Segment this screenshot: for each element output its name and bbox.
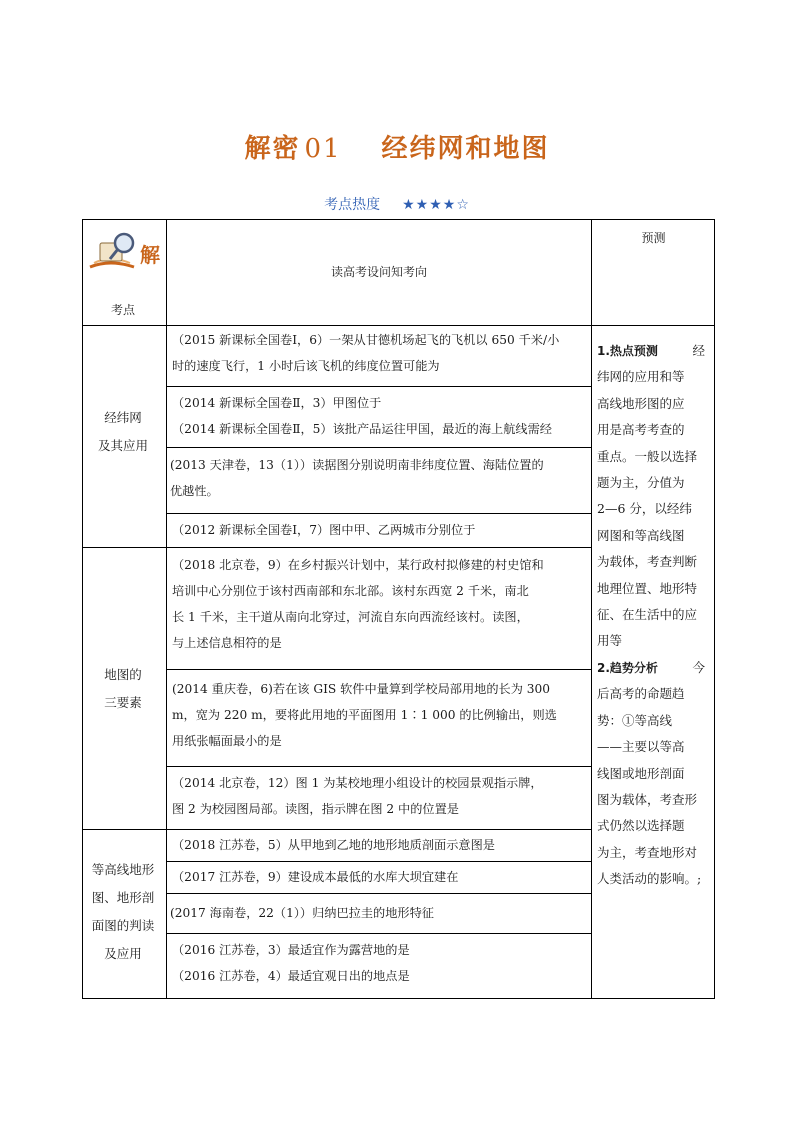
question-line: 用纸张幅面最小的是 — [172, 734, 282, 748]
question-line: （2017 江苏卷，9）建设成本最低的水库大坝宜建在 — [172, 870, 459, 884]
question-line: 时的速度飞行，1 小时后该飞机的纬度位置可能为 — [172, 359, 440, 373]
topic-line: 三要素 — [104, 695, 142, 710]
question-item — [172, 937, 410, 989]
prediction-line: 用是高考考查的 — [597, 422, 685, 438]
row-divider — [166, 513, 592, 514]
prediction-line: 线图或地形剖面 — [597, 765, 685, 781]
topic-line: 及应用 — [104, 946, 142, 961]
row-divider — [166, 447, 592, 448]
section-divider-2 — [82, 829, 592, 830]
page-title — [0, 128, 794, 165]
topic-ditu-sanyaosu — [68, 661, 178, 717]
prediction-line: 用等 — [597, 633, 623, 649]
prediction-text — [597, 338, 705, 893]
topic-dengaoxian — [68, 856, 178, 968]
title-topic: 经纬网和地图 — [381, 134, 550, 164]
topic-line: 经纬网 — [104, 410, 142, 425]
question-line: （2015 新课标全国卷Ⅰ，6）一架从甘德机场起飞的飞机以 650 千米/小 — [172, 333, 560, 347]
row-divider — [166, 861, 592, 862]
question-line: （2018 江苏卷，5）从甲地到乙地的地形地质剖面示意图是 — [172, 838, 495, 852]
question-item — [172, 864, 458, 890]
row-divider — [166, 669, 592, 670]
title-number: 01 — [304, 134, 342, 164]
prediction-line: 征、在生活中的应 — [597, 607, 698, 623]
question-line: (2017 海南卷，22（1））归纳巴拉圭的地形特征 — [170, 906, 434, 920]
header-col-question: 读高考设问知考向 — [330, 265, 427, 279]
header-col-kaodian: 考点 — [110, 303, 135, 317]
topic-line: 等高线地形 — [91, 862, 155, 877]
topic-line: 面图的判读 — [91, 918, 155, 933]
question-line: （2014 北京卷，12）图 1 为某校地理小组设计的校园景观指示牌， — [172, 776, 543, 790]
question-item — [172, 390, 552, 442]
col-divider-2 — [591, 219, 592, 999]
question-line: 长 1 千米，主干道从南向北穿过，河流自东向西流经该村。读图， — [172, 610, 529, 624]
prediction-line: 2—6 分，以经纬 — [597, 501, 692, 517]
prediction-line: 人类活动的影响。; — [597, 871, 702, 887]
question-item — [172, 327, 559, 379]
question-line: 图 2 为校园图局部。读图，指示牌在图 2 中的位置是 — [172, 802, 459, 816]
prediction-line: 1.热点预测 经 — [597, 343, 705, 358]
section-divider-1 — [82, 547, 592, 548]
topic-line: 地图的 — [104, 667, 142, 682]
heat-rating — [0, 194, 794, 214]
question-line: 与上述信息相符的是 — [172, 636, 282, 650]
question-line: （2014 新课标全国卷Ⅱ，5）该批产品运往甲国，最近的海上航线需经 — [172, 422, 552, 436]
prediction-line: 题为主，分值为 — [597, 475, 685, 491]
prediction-line: 为载体，考查判断 — [597, 554, 698, 570]
prediction-line: 图为载体，考查形 — [597, 791, 698, 807]
topic-line: 图、地形剖 — [91, 890, 155, 905]
question-line: (2014 重庆卷，6)若在该 GIS 软件中量算到学校局部用地的长为 300 — [172, 682, 551, 696]
question-item — [172, 832, 495, 858]
row-divider — [166, 386, 592, 387]
prediction-line: 网图和等高线图 — [597, 527, 685, 543]
heat-stars: ★★★★☆ — [402, 197, 470, 213]
row-divider — [166, 893, 592, 894]
prediction-line: 为主，考查地形对 — [597, 844, 698, 860]
header-bottom — [82, 325, 715, 326]
logo-char: 解 — [140, 243, 160, 267]
prediction-line: 式仍然以选择题 — [597, 818, 685, 834]
question-item — [172, 676, 557, 754]
row-divider — [166, 766, 592, 767]
question-line: （2016 江苏卷，4）最适宜观日出的地点是 — [172, 969, 410, 983]
question-line: （2018 北京卷，9）在乡村振兴计划中，某行政村拟修建的村史馆和 — [172, 558, 544, 572]
question-line: (2013 天津卷，13（1））读据图分别说明南非纬度位置、海陆位置的 — [170, 458, 544, 472]
topic-line: 及其应用 — [97, 438, 148, 453]
row-divider — [166, 933, 592, 934]
heat-label: 考点热度 — [324, 197, 381, 213]
question-line: （2012 新课标全国卷Ⅰ，7）图中甲、乙两城市分别位于 — [172, 523, 476, 537]
question-item — [170, 452, 544, 504]
question-item — [172, 770, 543, 822]
prediction-line: 重点。一般以选择 — [597, 448, 698, 464]
hot-prediction-heading: 1.热点预测 — [597, 344, 658, 358]
prediction-line: 高线地形图的应 — [597, 395, 685, 411]
question-line: 优越性。 — [170, 484, 219, 498]
question-line: （2014 新课标全国卷Ⅱ，3）甲图位于 — [172, 396, 382, 410]
question-line: （2016 江苏卷，3）最适宜作为露营地的是 — [172, 943, 410, 957]
question-item — [170, 900, 434, 926]
question-line: 培训中心分别位于该村西南部和东北部。该村东西宽 2 千米，南北 — [172, 584, 529, 598]
title-prefix: 解密 — [244, 134, 301, 164]
prediction-line: 后高考的命题趋 — [597, 686, 685, 702]
prediction-line: 势：①等高线 — [597, 712, 673, 728]
question-item — [172, 517, 475, 543]
prediction-line: ——主要以等高 — [597, 739, 685, 755]
trend-analysis-heading: 2.趋势分析 — [597, 660, 658, 675]
header-col-prediction: 预测 — [641, 231, 666, 245]
jiemi-logo — [84, 229, 166, 275]
prediction-line: 2.趋势分析 今 — [597, 659, 705, 675]
question-line: m，宽为 220 m，要将此用地的平面图用 1∶1 000 的比例输出，则选 — [172, 708, 557, 722]
prediction-line: 纬网的应用和等 — [597, 369, 685, 385]
prediction-line: 地理位置、地形特 — [597, 580, 698, 596]
topic-jingweiwang — [68, 404, 178, 460]
question-item — [172, 552, 544, 656]
